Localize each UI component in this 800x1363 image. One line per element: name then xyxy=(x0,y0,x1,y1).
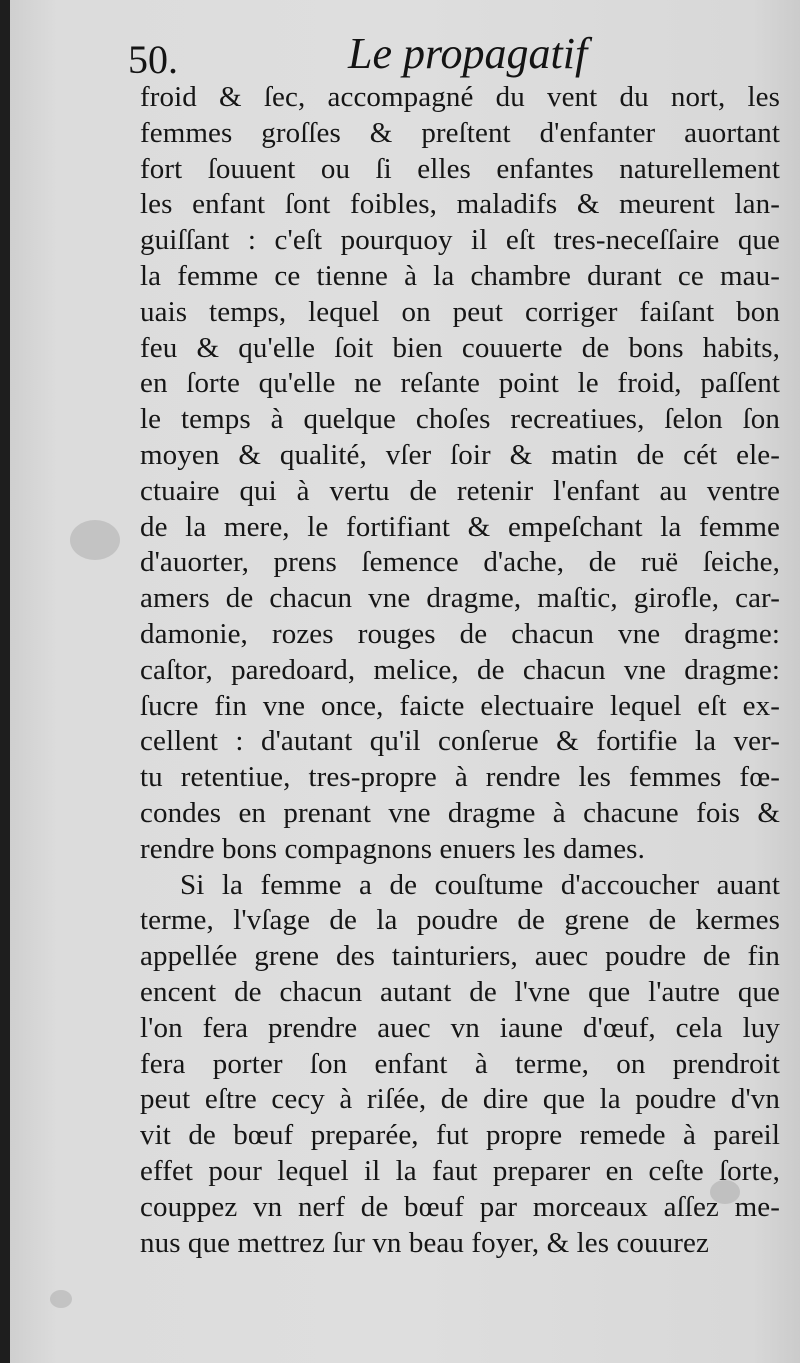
text-line: terme, l'vſage de la poudre de grene de kermes xyxy=(140,904,780,937)
paper-stain xyxy=(50,1290,72,1308)
text-line: feu & qu'elle ſoit bien couuerte de bons habits, xyxy=(140,331,780,364)
running-title: Le propagatif xyxy=(348,29,588,78)
text-line: d'auorter, prens ſemence d'ache, de ruë ſeiche, xyxy=(140,546,780,579)
text-line: effet pour lequel il la faut preparer en ceſte ſorte, xyxy=(140,1154,780,1187)
paper-stain xyxy=(70,520,120,560)
text-line: fera porter ſon enfant à terme, on prendroit xyxy=(140,1047,780,1080)
text-line: la femme ce tienne à la chambre durant ce mau- xyxy=(140,259,780,292)
page-header xyxy=(128,22,778,84)
text-line: couppez vn nerf de bœuf par morceaux aſſez me- xyxy=(140,1190,780,1223)
text-line: vit de bœuf preparée, fut propre remede à pareil xyxy=(140,1119,780,1152)
text-line: rendre bons compagnons enuers les dames. xyxy=(140,832,645,865)
book-page xyxy=(10,0,800,1363)
text-line: femmes groſſes & preſtent d'enfanter auortant xyxy=(140,116,780,149)
text-line: de la mere, le fortifiant & empeſchant la femme xyxy=(140,510,780,543)
text-line: cellent : d'autant qu'il conſerue & fortifie la ver- xyxy=(140,725,780,758)
page-number: 50. xyxy=(128,37,178,82)
text-line: appellée grene des tainturiers, auec poudre de fin xyxy=(140,940,780,973)
text-line: le temps à quelque choſes recreatiues, ſelon ſon xyxy=(140,403,780,436)
text-line: tu retentiue, tres-propre à rendre les femmes fœ- xyxy=(140,761,780,794)
text-line: encent de chacun autant de l'vne que l'autre que xyxy=(140,975,780,1008)
text-line: ctuaire qui à vertu de retenir l'enfant au ventre xyxy=(140,474,780,507)
text-line: nus que mettrez ſur vn beau foyer, & les couurez xyxy=(140,1226,709,1259)
text-line: condes en prenant vne dragme à chacune fois & xyxy=(140,796,780,829)
text-line: en ſorte qu'elle ne reſante point le froid, paſſent xyxy=(140,367,780,400)
text-line: ſucre fin vne once, faicte electuaire lequel eſt ex- xyxy=(140,689,780,722)
text-line: caſtor, paredoard, melice, de chacun vne dragme: xyxy=(140,653,780,686)
text-line: Si la femme a de couſtume d'accoucher auant xyxy=(180,868,780,901)
text-line: amers de chacun vne dragme, maſtic, girofle, car- xyxy=(140,582,780,615)
text-line: les enfant ſont foibles, maladifs & meurent lan- xyxy=(140,188,780,221)
text-line: peut eſtre cecy à riſée, de dire que la poudre d'vn xyxy=(140,1083,780,1116)
text-line: uais temps, lequel on peut corriger faiſant bon xyxy=(140,295,780,328)
text-line: moyen & qualité, vſer ſoir & matin de cét ele- xyxy=(140,438,780,471)
text-line: fort ſouuent ou ſi elles enfantes naturellement xyxy=(140,152,780,185)
text-line: l'on fera prendre auec vn iaune d'œuf, cela luy xyxy=(140,1011,780,1044)
text-line: damonie, rozes rouges de chacun vne dragme: xyxy=(140,617,780,650)
text-line: froid & ſec, accompagné du vent du nort, les xyxy=(140,81,780,113)
body-text xyxy=(140,80,780,1261)
text-line: guiſſant : c'eſt pourquoy il eſt tres-neceſſaire que xyxy=(140,224,780,257)
